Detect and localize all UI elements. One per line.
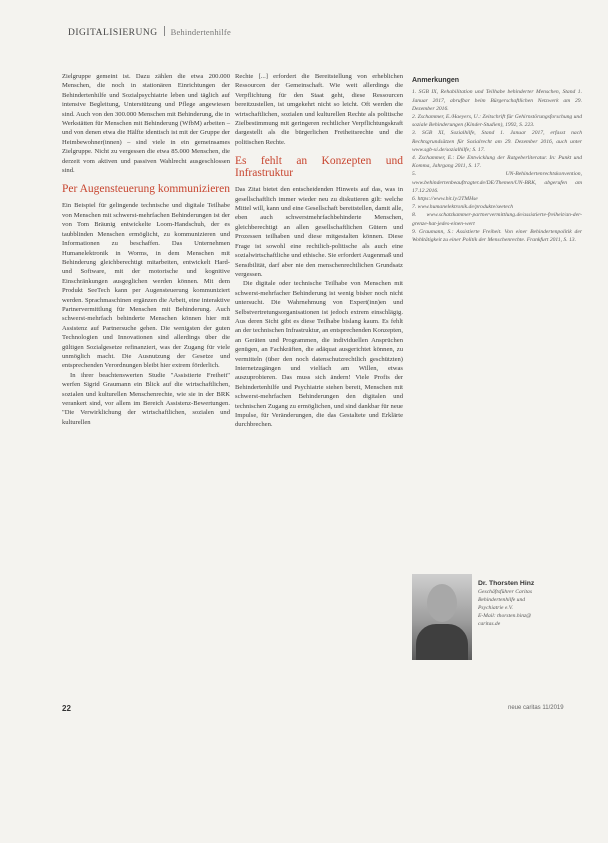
page-header [68,26,231,38]
subheading: Per Augensteuerung kommunizieren [62,183,230,196]
note-item: 8. www.schatzkammer-partnervermittlung.de/assistierte-freiheit/an-der-grenze-hat-jedes-einen-wert [412,212,582,227]
author-info [478,580,586,628]
issue-label: neue caritas 11/2019 [508,705,564,711]
note-item: 9. Graumann, S.: Assistierte Freiheit. Von einer Behindertenpolitik der Wohltätigkeit zu einer Politik der Menschenrechte. Frankfurt 2011, S. 13. [412,228,582,244]
paragraph: Ein Beispiel für gelingende technische und digitale Teilhabe von Menschen mit schwerst-mehrfachen Behinderungen ist der von Tom Bräunig entwickelte Loom-Handschuh, der es taubblinden Menschen ermöglicht, zu kommunizieren und Informationen zu beschaffen. Das Unternehmen Humanelektronik in Worms, in dem Menschen mit Behinderung gleichberechtigt mitarbeiten, entwickelt Hard- und Software, mit der motorische und kognitive Einschränkungen ausgeglichen werden können. Mit dem Produkt SeeTech kann per Augensteuerung kommuniziert werden. Sprachmaschinen ergänzen die Arbeit, eine interaktive Partnervermittlung für Menschen mit Behinderung. Auch schwerst-mehrfach behinderte Menschen können hier mit Assistenz auf Partnersuche gehen. Die wenigsten der guten Technologien und Innovationen sind allerdings über die gültigen Sozialgesetze refinanziert, was der Zugang für viele unmöglich macht. Die Ausnutzung der Gesetze und entsprechenden Verordnungen bleibt hier extrem förderlich. [62,202,230,370]
note-item: 1. SGB IX, Rehabilitation und Teilhabe behinderter Menschen, Stand 1. Januar 2017, abrufbar beim Bürgerschaftlichen Netzwerk am 29. Dezember 2016. [412,89,582,112]
section-label: DIGITALISIERUNG [68,28,158,38]
text-column-1 [62,72,230,427]
paragraph: Das Zitat bietet den entscheidenden Hinweis auf das, was in gesellschaftlich immer wieder neu zu diskutieren gilt: welche Mittel will, kann und eine Gesellschaft bereitstellen, damit alle, eben auch schwerstmehrfachbehinderte Menschen, gleichberechtigt an allen gesellschaftlichen Gütern und Prozessen teilhaben und diese mitgestalten können. Diese Frage ist sowohl eine rechtlich-politische als auch eine sozialwirtschaftliche und ethische. Sie erfordert Augenmaß und Sensibilität, darf aber nie den menschenrechtlichen Grundsatz vergessen. [235,186,403,278]
note-item: 3. SGB XI, Sozialhilfe, Stand 1. Januar 2017, erfasst nach Rechtsgrundsätzen für Sozialrecht am 29. Dezember 2016, auch unter www.sgb-xi.de/sozialhilfe; S. 17. [412,130,582,153]
author-photo [412,574,472,660]
author-photo-head [427,584,457,622]
notes-list [412,88,582,244]
author-line: E-Mail: thorsten.hinz@ [478,613,532,619]
author-box [412,574,587,674]
author-line: Behindertenhilfe und [478,597,526,603]
text-column-2 [235,72,403,430]
paragraph: Zielgruppe gemeint ist. Dazu zählen die etwa 200.000 Menschen, die noch in stationären Einrichtungen der Behindertenhilfe und Sozialpsychiatrie leben und täglich auf intensive Begleitung, Unterstützung und Pflege angewiesen sind. Auch von den 300.000 Menschen mit Behinderung, die in Werkstätten für Menschen mit Behinderung (WfbM) arbeiten – und von denen etwa die Hälfte identisch ist mit der Gruppe der Heimbewohner(innen) – sind viele in ein gemeinsames Zielgruppe. Nicht zu vergessen die etwa 85.000 Menschen, die derzeit vom aktiven und passiven Wahlrecht ausgeschlossen sind. [62,73,230,175]
note-item: 2. Zschammer, E./Haeyers, U.: Zeitschrift für Gehirnstörungsforschung und soziale Behinderungen (Kinder-Studien), 1992, S. 223. [412,114,582,129]
paragraph: Rechte [...] erfordert die Bereitstellung von erheblichen Ressourcen der Gemeinschaft. Wie weit allerdings die Verpflichtung für den Staat geht, diese Ressourcen bereitzustellen, ist umgekehrt nicht so leicht. Oft werden die wirtschaftlichen, sozialen und kulturellen Rechte als politische Zielbestimmung mit geringeren rechtlicher Verpflichtungskraft dargestellt als die bürgerlichen Freiheitsrechte und die politischen Rechte. [235,73,403,146]
author-photo-body [416,624,468,660]
header-divider [164,26,165,36]
paragraph: In ihrer beachtenswerten Studie "Assistierte Freiheit" werfen Sigrid Graumann ein Blick auf die wirtschaftlichen, sozialen und kulturellen Menschenrechte, wie sie in der BRK verankert sind, vor allem im Bereich Assistenz-Bewertungen. "Die Verwirklichung der wirtschaftlichen, sozialen und kulturellen [62,371,230,426]
note-item: 5. UN-Behindertenrechtskonvention, www.behindertenbeauftragter.de/DE/Themen/UN-BRK, abgerufen am 17.12.2016. [412,171,582,194]
section-sublabel: Behinderten​hilfe [170,27,231,37]
paragraph: Die digitale oder technische Teilhabe von Menschen mit schwerst-mehrfacher Behinderung ist wenig bisher noch nicht untersucht. Die Wahrnehmung von Expert(inn)en und Selbstvertretungsorganisationen ist jedoch extrem einschlägig. Aus deren Sicht gibt es diese Teilhabe bislang kaum. Es fehlt an der technischen Infrastruktur, an entsprechenden Konzepten, an Geräten und Programmen, die individuellen Ansprüchen genügen, an Fachkräften, die adäquat ausgerichtet können, zu vermitteln (über den noch datenschutzrechtlich geschützten) Internetzugängen und vielfach am Willen, etwas auszuprobieren. Das muss sich ändern! Viele Profis der Behindertenhilfe und Psychiatrie stehen bereit, Menschen mit schwerst-mehrfachen Behinderungen den digitalen und technischen Zugang zu ermöglichen, und sind dankbar für neue Impulse, für Veränderungen, die das Gestaltete und Erklärte durchbrechen. [235,280,403,429]
notes-column [412,76,582,244]
author-name: Dr. Thorsten Hinz [478,580,535,587]
author-line: Geschäftsführer Caritas [478,589,533,595]
note-item: 6. https://www.bit.ly/2TMHse [412,196,478,203]
note-item: 4. Zschammer, E.: Die Entwicklung der Ratgeberliteratur. In: Punkt und Komma, Jahrgang 2011, S. 17. [412,155,582,170]
subheading: Es fehlt an Konzepten und Infrastruktur [235,155,403,180]
page-number: 22 [62,704,71,713]
author-line: caritas.de [478,621,501,627]
note-item: 7. www.humanelektronik.de/produkte/seetech [412,204,514,211]
author-line: Psychiatrie e.V. [478,605,513,611]
notes-title: Anmerkungen [412,77,460,84]
